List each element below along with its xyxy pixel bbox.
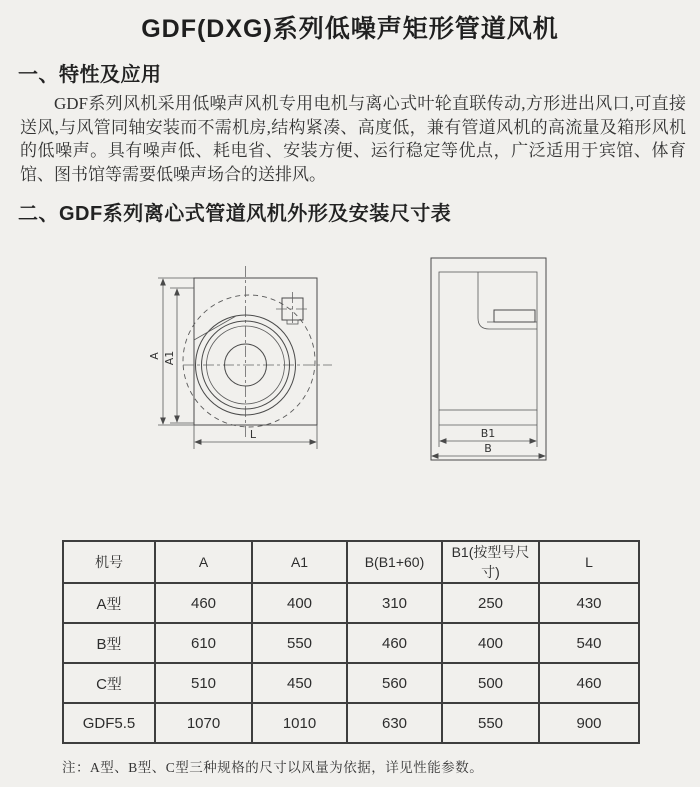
dimension-drawings [0, 240, 700, 490]
table-cell: 400 [252, 583, 347, 623]
table-row [63, 703, 639, 743]
section1-heading: 一、特性及应用 [18, 64, 162, 86]
table-cell: 610 [155, 623, 252, 663]
dim-label-l: L [249, 428, 257, 441]
table-header-row [63, 541, 639, 583]
footnote: 注：A型、B型、C型三种规格的尺寸以风量为依据，详见性能参数。 [62, 760, 484, 775]
table-cell: 500 [442, 663, 539, 703]
dim-label-b: B [484, 442, 492, 455]
table-cell: 450 [252, 663, 347, 703]
table-cell: 630 [347, 703, 442, 743]
table-cell: 540 [539, 623, 639, 663]
table-row [63, 663, 639, 703]
casing-inner-outline [439, 272, 537, 410]
table-header-cell: L [539, 541, 639, 583]
front-view-drawing [148, 266, 332, 449]
dim-label-b1: B1 [480, 427, 496, 440]
table-cell: 310 [347, 583, 442, 623]
table-cell: 550 [252, 623, 347, 663]
table-cell: 550 [442, 703, 539, 743]
table-cell: 560 [347, 663, 442, 703]
table-cell: A型 [63, 583, 155, 623]
partition-arc [478, 318, 489, 329]
table-header-cell: A1 [252, 541, 347, 583]
table-header-cell: B(B1+60) [347, 541, 442, 583]
dimension-table [62, 540, 640, 744]
table-cell: GDF5.5 [63, 703, 155, 743]
table-header-cell: 机号 [63, 541, 155, 583]
volute-tongue-line [194, 316, 236, 340]
table-cell: B型 [63, 623, 155, 663]
table-row [63, 623, 639, 663]
table-cell: 430 [539, 583, 639, 623]
section1-paragraph: GDF系列风机采用低噪声风机专用电机与离心式叶轮直联传动,方形进出风口,可直接送风,与风管同轴安装而不需机房,结构紧凑、高度低，兼有管道风机的高流量及箱形风机的低噪声。具有噪声低、耗电省、安装方便、运行稳定等优点，广泛适用于宾馆、体育馆、图书馆等需要低噪声场合的送排风。 [20, 94, 686, 184]
motor-block [494, 310, 535, 322]
table-header-cell: A [155, 541, 252, 583]
table-cell: 250 [442, 583, 539, 623]
table-cell: 460 [347, 623, 442, 663]
dim-label-a1: A1 [163, 350, 176, 366]
page-title: GDF(DXG)系列低噪声矩形管道风机 [141, 15, 559, 43]
table-cell: 460 [539, 663, 639, 703]
table-cell: 1070 [155, 703, 252, 743]
side-view-drawing [431, 258, 546, 460]
table-row [63, 583, 639, 623]
table-cell: 510 [155, 663, 252, 703]
table-cell: 900 [539, 703, 639, 743]
table-cell: 1010 [252, 703, 347, 743]
section2-heading: 二、GDF系列离心式管道风机外形及安装尺寸表 [18, 203, 452, 225]
table-cell: 460 [155, 583, 252, 623]
table-header-cell: B1(按型号尺寸) [442, 541, 539, 583]
table-cell: 400 [442, 623, 539, 663]
table-cell: C型 [63, 663, 155, 703]
dim-label-a: A [148, 352, 161, 360]
